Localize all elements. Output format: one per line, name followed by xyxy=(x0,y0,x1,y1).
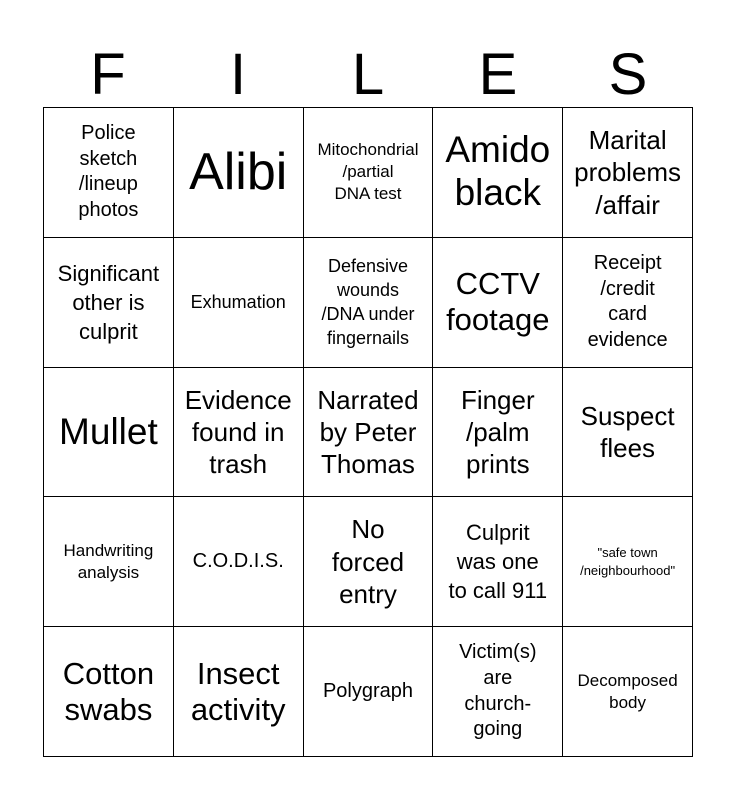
header-letter-f: F xyxy=(90,42,126,107)
header-letter-s: S xyxy=(608,42,648,107)
bingo-cell-label: Culprit was one to call 911 xyxy=(448,520,548,604)
bingo-cell-r5c5[interactable] xyxy=(563,627,693,757)
bingo-cell-r5c3[interactable] xyxy=(304,627,434,757)
bingo-cell-label: Narrated by Peter Thomas xyxy=(317,384,419,480)
bingo-cell-label: Cotton swabs xyxy=(62,655,155,727)
bingo-cell-label: Evidence found in trash xyxy=(184,384,292,480)
header-letter-e: E xyxy=(478,42,518,107)
bingo-cell-label: Victim(s) are church- going xyxy=(459,641,537,741)
bingo-cell-label: Insect activity xyxy=(190,655,286,727)
bingo-cell-r4c1[interactable] xyxy=(44,497,174,627)
bingo-cell-label: Mitochondrial /partial DNA test xyxy=(317,140,419,204)
bingo-cell-label: Handwriting analysis xyxy=(63,540,154,582)
bingo-cell-r2c2[interactable] xyxy=(174,238,304,368)
bingo-cell-label: "safe town /neighbourhood" xyxy=(580,545,676,578)
bingo-cell-label: Suspect flees xyxy=(580,400,675,463)
header-letter-l: L xyxy=(351,42,385,107)
bingo-cell-r4c2[interactable] xyxy=(174,497,304,627)
bingo-cell-r5c4[interactable] xyxy=(433,627,563,757)
bingo-cell-label: No forced entry xyxy=(331,514,405,609)
bingo-cell-label: CCTV footage xyxy=(446,266,550,338)
bingo-cell-r2c5[interactable] xyxy=(563,238,693,368)
bingo-cell-label: Mullet xyxy=(59,410,158,452)
bingo-cell-label: Amido black xyxy=(445,129,551,214)
bingo-cell-r1c4[interactable] xyxy=(433,108,563,238)
bingo-cell-label: Marital problems /affair xyxy=(574,125,682,220)
header-letter-i: I xyxy=(229,42,247,107)
bingo-cell-label: Receipt /credit card evidence xyxy=(587,252,668,351)
bingo-cell-r5c1[interactable] xyxy=(44,627,174,757)
bingo-cell-r5c2[interactable] xyxy=(174,627,304,757)
bingo-cell-r3c5[interactable] xyxy=(563,368,693,498)
bingo-cell-r3c3[interactable] xyxy=(304,368,434,498)
bingo-cell-r4c5[interactable] xyxy=(563,497,693,627)
bingo-cell-label: Police sketch /lineup photos xyxy=(78,122,139,221)
bingo-cell-r4c4[interactable] xyxy=(433,497,563,627)
bingo-cell-r1c1[interactable] xyxy=(44,108,174,238)
bingo-cell-r3c4[interactable] xyxy=(433,368,563,498)
bingo-cell-r1c3[interactable] xyxy=(304,108,434,238)
bingo-cell-label: Finger /palm prints xyxy=(460,384,535,480)
bingo-cell-r2c4[interactable] xyxy=(433,238,563,368)
bingo-cell-r4c3[interactable] xyxy=(304,497,434,627)
bingo-cell-r1c5[interactable] xyxy=(563,108,693,238)
bingo-cell-label: Decomposed body xyxy=(577,670,678,712)
bingo-cell-label: Defensive wounds /DNA under fingernails xyxy=(321,255,415,349)
bingo-board xyxy=(43,107,693,757)
bingo-cell-label: Alibi xyxy=(189,143,288,202)
bingo-cell-label: Exhumation xyxy=(190,292,286,313)
bingo-header xyxy=(43,40,693,108)
bingo-cell-r1c2[interactable] xyxy=(174,108,304,238)
bingo-cell-r2c3[interactable] xyxy=(304,238,434,368)
bingo-cell-r3c2[interactable] xyxy=(174,368,304,498)
bingo-cell-label: Polygraph xyxy=(322,679,414,702)
bingo-cell-label: C.O.D.I.S. xyxy=(192,549,284,572)
bingo-cell-r2c1[interactable] xyxy=(44,238,174,368)
bingo-cell-label: Significant other is culprit xyxy=(57,260,160,344)
bingo-cell-r3c1[interactable] xyxy=(44,368,174,498)
